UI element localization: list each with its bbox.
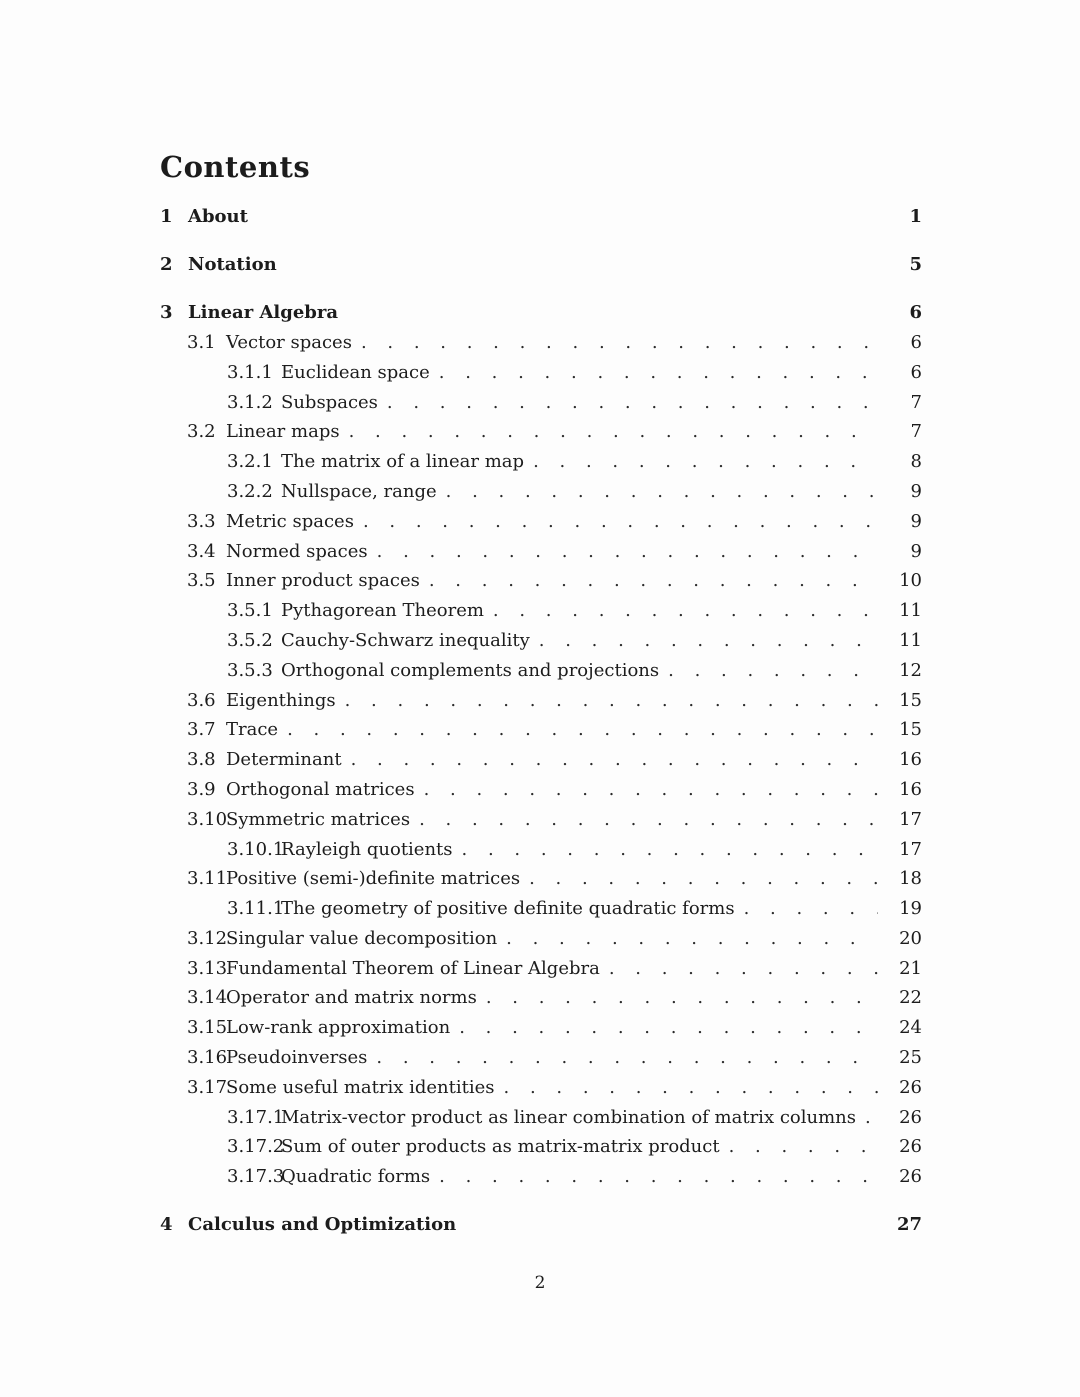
toc-entry	[160, 656, 922, 686]
toc-entry-label: The matrix of a linear map	[281, 451, 525, 473]
toc-entry-page: 9	[910, 510, 922, 532]
toc-entry-label: Orthogonal matrices	[226, 778, 415, 800]
toc-entry-number: 3.1.1	[227, 361, 273, 383]
toc-entry-number: 3.8	[187, 749, 216, 771]
toc-entry-label: Sum of outer products as matrix-matrix product	[281, 1136, 720, 1158]
toc-leader-dots	[744, 894, 878, 924]
toc-entry-label: Pythagorean Theorem	[281, 600, 484, 622]
toc-entry	[160, 1103, 922, 1133]
toc-entry-label: Linear maps	[226, 421, 340, 443]
toc-entry-number: 3.1.2	[227, 391, 273, 413]
toc-entry	[160, 745, 922, 775]
toc-entry-page: 9	[910, 540, 922, 562]
toc-entry-number: 3.4	[187, 540, 216, 562]
toc-entry-number: 3.12	[187, 927, 228, 949]
toc-leader-dots	[377, 537, 878, 567]
toc-entry	[160, 250, 922, 280]
toc-entry-page: 26	[899, 1076, 922, 1098]
toc-entry-number: 2	[160, 254, 173, 276]
toc-entry-number: 3.2.1	[227, 451, 273, 473]
toc-entry-page: 8	[910, 451, 922, 473]
page-title: Contents	[160, 150, 311, 184]
toc-entry-number: 3.5.2	[227, 629, 273, 651]
toc-entry	[160, 596, 922, 626]
toc-entry-number: 3.17.2	[227, 1136, 285, 1158]
toc-entry-page: 18	[899, 868, 922, 890]
toc-entry	[160, 202, 922, 232]
toc-entry-page: 21	[899, 957, 922, 979]
toc-leader-dots	[439, 1162, 878, 1192]
toc-entry-number: 1	[160, 206, 173, 228]
toc-entry	[160, 1073, 922, 1103]
toc-entry-number: 3.2.2	[227, 480, 273, 502]
toc-entry-label: Orthogonal complements and projections	[281, 659, 660, 681]
toc-leader-dots	[424, 775, 878, 805]
toc-entry-label: The geometry of positive definite quadratic forms	[281, 898, 735, 920]
toc-entry	[160, 715, 922, 745]
toc-entry-label: Positive (semi-)definite matrices	[226, 868, 521, 890]
toc-entry-label: Notation	[188, 254, 277, 276]
toc-entry-label: Inner product spaces	[226, 570, 420, 592]
toc-leader-dots	[287, 715, 878, 745]
toc-entry-label: Calculus and Optimization	[188, 1214, 457, 1236]
toc-entry	[160, 864, 922, 894]
toc-entry-label: Singular value decomposition	[226, 927, 498, 949]
toc-entry-label: Operator and matrix norms	[226, 987, 477, 1009]
toc-entry-page: 12	[899, 659, 922, 681]
footer-page-number: 2	[534, 1273, 546, 1293]
toc-entry-number: 3.10.1	[227, 838, 285, 860]
toc-entry-page: 15	[899, 719, 922, 741]
toc-leader-dots	[729, 1132, 878, 1162]
toc-entry-number: 3.9	[187, 778, 216, 800]
toc-entry-page: 11	[899, 600, 922, 622]
toc-entry-label: Trace	[226, 719, 279, 741]
toc-entry-label: Eigenthings	[226, 689, 336, 711]
toc-entry	[160, 775, 922, 805]
toc-entry-page: 22	[899, 987, 922, 1009]
toc-leader-dots	[533, 447, 878, 477]
toc-entry-number: 3.17.3	[227, 1166, 285, 1188]
toc-entry-number: 3.1	[187, 331, 216, 353]
toc-entry-label: Vector spaces	[226, 331, 352, 353]
toc-entry	[160, 328, 922, 358]
toc-entry-label: Symmetric matrices	[226, 808, 411, 830]
toc-entry-page: 11	[899, 629, 922, 651]
toc-entry-number: 3.15	[187, 1017, 228, 1039]
toc-entry	[160, 1132, 922, 1162]
toc-entry-label: Determinant	[226, 749, 342, 771]
toc-entry-page: 16	[899, 749, 922, 771]
toc-leader-dots	[609, 954, 878, 984]
toc-leader-dots	[668, 656, 878, 686]
toc-entry-page: 9	[910, 480, 922, 502]
toc-entry-page: 5	[909, 254, 922, 276]
toc-leader-dots	[351, 745, 878, 775]
toc-entry-number: 3.11	[187, 868, 228, 890]
toc-entry-number: 4	[160, 1214, 173, 1236]
toc-entry-page: 26	[899, 1136, 922, 1158]
toc-entry	[160, 924, 922, 954]
toc-entry-page: 7	[910, 421, 922, 443]
toc-leader-dots	[504, 1073, 879, 1103]
toc-entry	[160, 686, 922, 716]
toc-entry-page: 17	[899, 838, 922, 860]
toc-entry-label: Cauchy-Schwarz inequality	[281, 629, 530, 651]
toc-leader-dots	[387, 388, 878, 418]
toc-entry-page: 26	[899, 1106, 922, 1128]
toc-entry	[160, 1043, 922, 1073]
toc-entry-number: 3	[160, 302, 173, 324]
toc-leader-dots	[345, 686, 878, 716]
toc-leader-dots	[462, 835, 878, 865]
toc-entry	[160, 1013, 922, 1043]
toc-entry-number: 3.14	[187, 987, 228, 1009]
toc-entry-label: Quadratic forms	[281, 1166, 431, 1188]
toc-entry-page: 27	[896, 1214, 922, 1236]
toc-entry	[160, 358, 922, 388]
toc-entry-page: 17	[899, 808, 922, 830]
toc-entry-page: 6	[910, 361, 922, 383]
toc-entry	[160, 507, 922, 537]
toc-entry	[160, 835, 922, 865]
toc-entry-number: 3.5.1	[227, 600, 273, 622]
toc-entry-page: 25	[899, 1047, 922, 1069]
toc-entry	[160, 298, 922, 328]
toc-entry-label: Rayleigh quotients	[281, 838, 453, 860]
toc-entry-number: 3.13	[187, 957, 228, 979]
toc-entry-number: 3.6	[187, 689, 216, 711]
toc-entry-page: 24	[899, 1017, 922, 1039]
toc-entry	[160, 983, 922, 1013]
toc-entry-label: Euclidean space	[281, 361, 430, 383]
toc-leader-dots	[363, 507, 878, 537]
toc-entry	[160, 805, 922, 835]
toc-leader-dots	[446, 477, 878, 507]
toc-leader-dots	[361, 328, 878, 358]
toc-entry-page: 7	[910, 391, 922, 413]
toc-entry-page: 15	[899, 689, 922, 711]
toc-entry	[160, 447, 922, 477]
toc-leader-dots	[865, 1103, 878, 1133]
toc-entry-label: Linear Algebra	[188, 302, 339, 324]
toc-entry-number: 3.17	[187, 1076, 228, 1098]
toc-leader-dots	[459, 1013, 878, 1043]
toc-entry	[160, 894, 922, 924]
toc-leader-dots	[349, 417, 878, 447]
toc-entry-label: Some useful matrix identities	[226, 1076, 495, 1098]
toc-entry-label: Nullspace, range	[281, 480, 437, 502]
toc-entry-label: Normed spaces	[226, 540, 368, 562]
toc-entry	[160, 417, 922, 447]
toc-entry-label: Low-rank approximation	[226, 1017, 451, 1039]
toc-entry-page: 19	[899, 898, 922, 920]
toc-entry-number: 3.5.3	[227, 659, 273, 681]
toc-entry-label: Metric spaces	[226, 510, 354, 532]
toc-entry-page: 1	[909, 206, 922, 228]
toc-content	[160, 150, 922, 1240]
toc-entry	[160, 626, 922, 656]
toc-leader-dots	[376, 1043, 878, 1073]
toc-entry-number: 3.5	[187, 570, 216, 592]
toc-entry	[160, 388, 922, 418]
toc-entry	[160, 537, 922, 567]
toc-leader-dots	[419, 805, 878, 835]
toc-entry-page: 20	[899, 927, 922, 949]
toc-leader-dots	[493, 596, 878, 626]
toc-entry	[160, 1210, 922, 1240]
toc-entry-number: 3.10	[187, 808, 228, 830]
toc-entry-page: 16	[899, 778, 922, 800]
toc-leader-dots	[439, 358, 878, 388]
toc-leader-dots	[506, 924, 878, 954]
toc-entry-number: 3.3	[187, 510, 216, 532]
toc-entry-number: 3.7	[187, 719, 216, 741]
toc-entry-number: 3.17.1	[227, 1106, 285, 1128]
toc-entry-label: Subspaces	[281, 391, 378, 413]
toc-entry-number: 3.11.1	[227, 898, 285, 920]
toc-entry	[160, 954, 922, 984]
toc-entry-number: 3.2	[187, 421, 216, 443]
toc-entry-page: 26	[899, 1166, 922, 1188]
toc-leader-dots	[429, 566, 878, 596]
toc-entry-page: 10	[899, 570, 922, 592]
toc-list	[160, 202, 922, 1240]
toc-entry-label: Pseudoinverses	[226, 1047, 368, 1069]
toc-leader-dots	[529, 864, 878, 894]
toc-entry-page: 6	[909, 302, 922, 324]
toc-leader-dots	[539, 626, 878, 656]
toc-entry	[160, 566, 922, 596]
toc-entry-number: 3.16	[187, 1047, 228, 1069]
toc-entry-label: Matrix-vector product as linear combination of matrix columns	[281, 1106, 856, 1128]
toc-entry-label: Fundamental Theorem of Linear Algebra	[226, 957, 600, 979]
toc-entry	[160, 1162, 922, 1192]
toc-leader-dots	[486, 983, 878, 1013]
toc-entry-label: About	[188, 206, 248, 228]
toc-entry	[160, 477, 922, 507]
toc-entry-page: 6	[910, 331, 922, 353]
